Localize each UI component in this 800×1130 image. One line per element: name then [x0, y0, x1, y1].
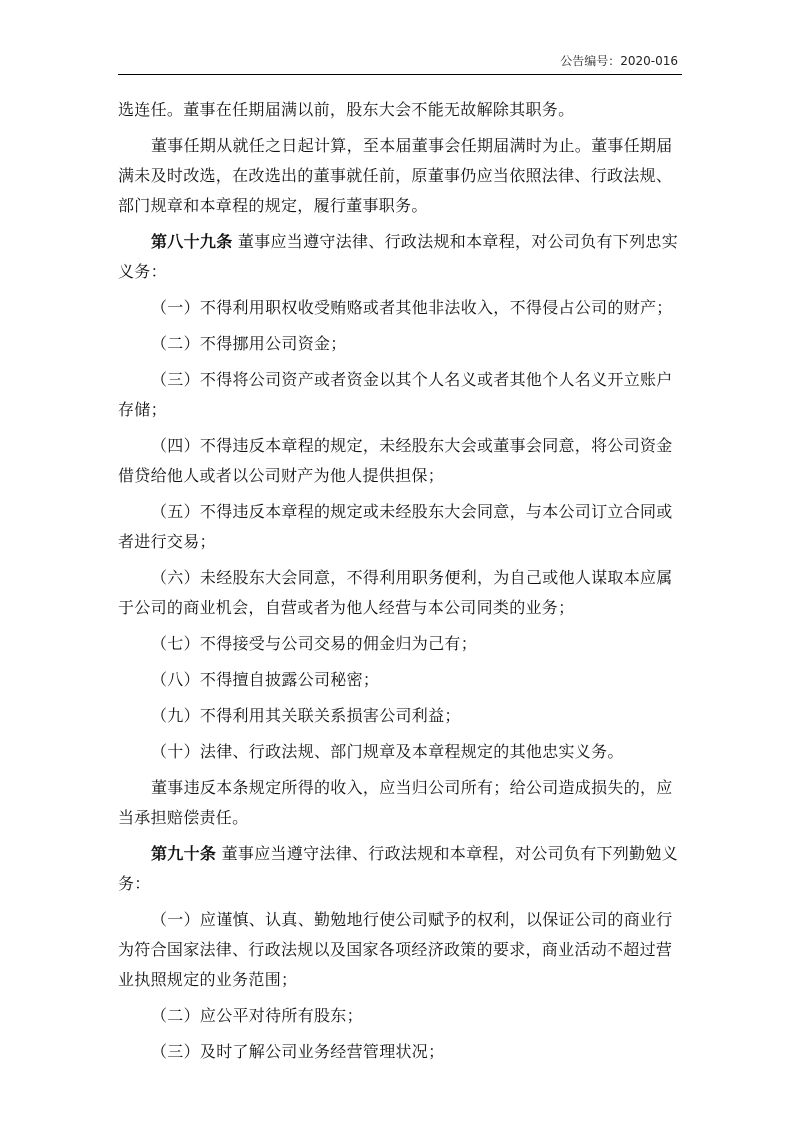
list-item: （十）法律、行政法规、部门规章及本章程规定的其他忠实义务。	[151, 742, 624, 761]
list-item: （六）未经股东大会同意，不得利用职务便利，为自己或他人谋取本应属于公司的商业机会，自营或者为他人经营与本公司同类的业务；	[118, 568, 673, 617]
article-text: 董事应当遵守法律、行政法规和本章程，对公司负有下列忠实义务：	[118, 232, 679, 281]
announcement-number: 公告编号：2020-016	[560, 54, 678, 68]
list-item: （五）不得违反本章程的规定或未经股东大会同意，与本公司订立合同或者进行交易；	[118, 502, 673, 551]
list-item: （四）不得违反本章程的规定，未经股东大会或董事会同意，将公司资金借贷给他人或者以公司财产为他人提供担保；	[118, 436, 673, 485]
list-item: （二）应公平对待所有股东；	[151, 1006, 363, 1025]
paragraph: 董事违反本条规定所得的收入，应当归公司所有；给公司造成损失的，应当承担赔偿责任。	[118, 778, 673, 827]
list-item: （二）不得挪用公司资金；	[151, 334, 347, 353]
paragraph: 选连任。董事在任期届满以前，股东大会不能无故解除其职务。	[118, 100, 575, 119]
list-item: （九）不得利用其关联关系损害公司利益；	[151, 706, 461, 725]
article-paragraph	[118, 839, 684, 899]
article-text: 董事应当遵守法律、行政法规和本章程，对公司负有下列勤勉义务：	[118, 844, 678, 893]
list-item: （一）不得利用职权收受贿赂或者其他非法收入，不得侵占公司的财产；	[151, 298, 673, 317]
paragraph: 董事任期从就任之日起计算，至本届董事会任期届满时为止。董事任期届满未及时改选，在改选出的董事就任前，原董事仍应当依照法律、行政法规、部门规章和本章程的规定，履行董事职务。	[118, 136, 673, 215]
article-number: 第九十条	[151, 844, 217, 863]
list-item: （三）不得将公司资产或者资金以其个人名义或者其他个人名义开立账户存储；	[118, 370, 673, 419]
article-number: 第八十九条	[151, 232, 233, 251]
list-item: （七）不得接受与公司交易的佣金归为己有；	[151, 634, 478, 653]
list-item: （一）应谨慎、认真、勤勉地行使公司赋予的权利，以保证公司的商业行为符合国家法律、行政法规以及国家各项经济政策的要求，商业活动不超过营业执照规定的业务范围；	[118, 910, 673, 989]
list-item: （三）及时了解公司业务经营管理状况；	[151, 1042, 445, 1061]
page-header	[118, 50, 682, 75]
article-paragraph	[118, 227, 684, 287]
list-item: （八）不得擅自披露公司秘密；	[151, 670, 380, 689]
document-body	[118, 95, 684, 1067]
